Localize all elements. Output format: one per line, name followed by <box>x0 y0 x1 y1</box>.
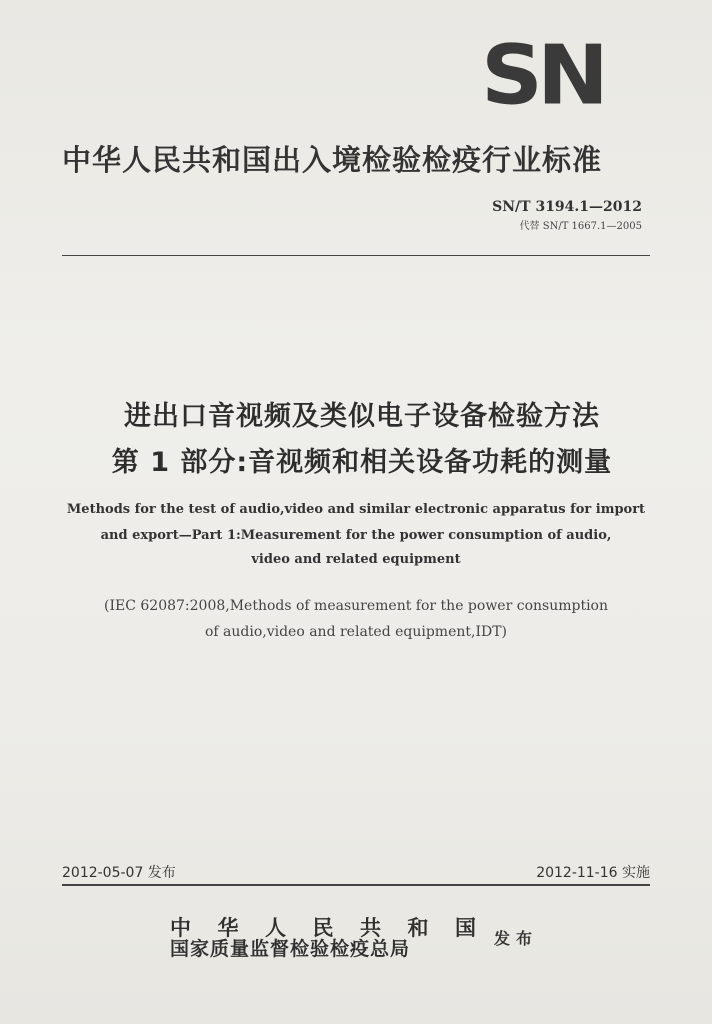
issuer-country-char: 民 <box>312 915 334 940</box>
standard-number: SN/T 3194.1—2012 <box>492 199 642 215</box>
issue-date: 2012-05-07 发布 <box>62 865 176 881</box>
agency-title: 中华人民共和国出入境检验检疫行业标准 <box>62 143 603 177</box>
issuer-country-char: 共 <box>360 915 381 940</box>
bottom-divider <box>62 884 650 886</box>
implementation-date: 2012-11-16 实施 <box>536 865 650 881</box>
english-title-line-2: and export—Part 1:Measurement for the power consumption of audio, <box>100 528 612 543</box>
chinese-title-line-2: 第 1 部分:音视频和相关设备功耗的测量 <box>111 447 613 478</box>
issuer-country-char: 中 <box>170 915 191 940</box>
english-title-line-1: Methods for the test of audio,video and similar electronic apparatus for import <box>66 502 646 517</box>
issuer-country-char: 国 <box>455 915 476 940</box>
iec-reference-line-1: (IEC 62087:2008,Methods of measurement for the power consumption <box>104 598 608 614</box>
issuer-country-char: 华 <box>217 915 239 940</box>
issuer-country-char: 人 <box>265 915 286 940</box>
english-title-line-3: video and related equipment <box>251 552 461 567</box>
iec-reference-line-2: of audio,video and related equipment,IDT) <box>204 624 508 640</box>
chinese-title-line-1: 进出口音视频及类似电子设备检验方法 <box>124 401 600 432</box>
top-divider <box>62 255 650 256</box>
issue-word: 发布 <box>494 929 539 948</box>
issuer-agency: 国家质量监督检验检疫总局 <box>170 938 411 960</box>
issuer-country-char: 和 <box>407 915 429 940</box>
replaces-standard: 代替 SN/T 1667.1—2005 <box>519 221 642 232</box>
sn-logo: SN <box>481 28 603 124</box>
